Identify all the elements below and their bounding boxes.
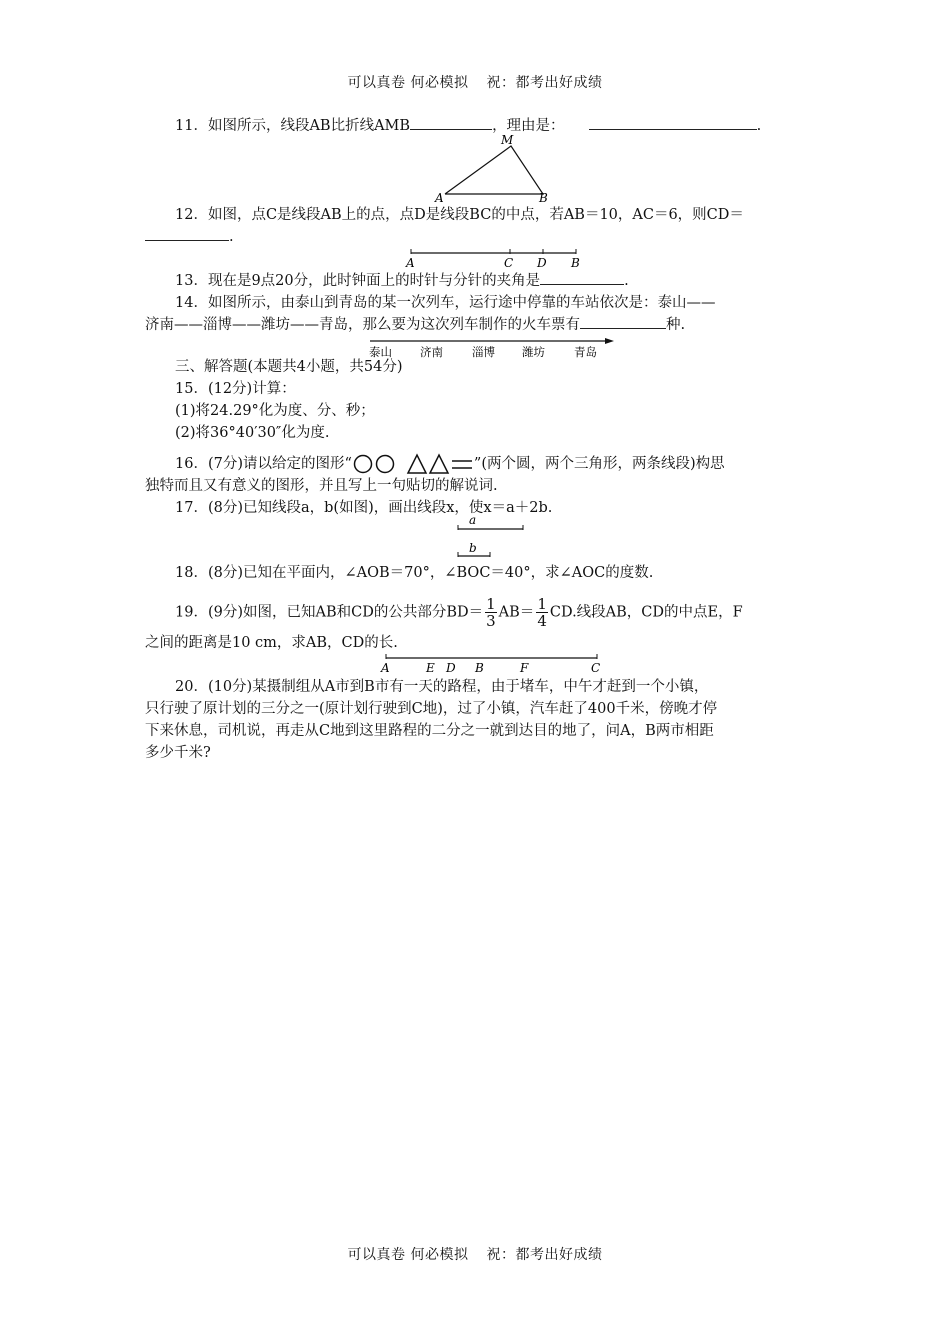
page-header [0, 72, 950, 92]
q19-fraction-1 [485, 596, 497, 629]
q19-text-a: 19．(9分)如图，已知AB和CD的公共部分BD＝ [175, 604, 484, 621]
question-19-line-2 [145, 632, 810, 654]
q17-label-a: a [469, 513, 477, 527]
q16-text-b: ”(两个圆，两个三角形，两条线段)构思 [473, 456, 725, 472]
q13-blank[interactable] [540, 270, 624, 285]
q20-text-3: 下来休息，司机说，再走从C地到这里路程的二分之一就到达目的地了，问A，B两市相距 [145, 723, 714, 739]
q19-label-a: A [381, 661, 390, 675]
q17-segments-figure [450, 512, 530, 560]
q19-fraction-2 [536, 596, 548, 629]
q16-text-a: 16．(7分)请以给定的图形“ [175, 456, 352, 472]
question-15-part-1 [175, 400, 815, 422]
q12-end: . [229, 229, 234, 245]
header-right: 祝：都考出好成绩 [486, 75, 603, 91]
question-20-line-4 [145, 742, 810, 764]
footer-left: 可以真卷 何必模拟 [347, 1247, 469, 1263]
circle-icon [354, 456, 371, 473]
q20-text-4: 多少千米? [145, 745, 211, 761]
section-3-text: 三、解答题(本题共4小题，共54分) [175, 359, 403, 375]
q14-text-3: 种. [666, 317, 686, 333]
q11-blank-2[interactable] [589, 115, 757, 130]
q14-arrow-icon [605, 338, 614, 344]
q11-label-m: M [501, 133, 514, 147]
q19-label-f: F [520, 661, 529, 675]
circle-icon [376, 456, 393, 473]
q11-text-b: ，理由是： [492, 118, 565, 134]
question-14-line-1 [175, 292, 815, 314]
q14-station-zibo: 淄博 [472, 345, 495, 359]
q14-blank[interactable] [580, 314, 666, 329]
q12-text: 12．如图，点C是线段AB上的点，点D是线段BC的中点，若AB＝10，AC＝6，则CD＝ [175, 207, 744, 223]
q12-label-d: D [537, 256, 547, 270]
question-15-part-2 [175, 422, 815, 444]
question-20-line-1 [175, 676, 815, 698]
header-left: 可以真卷 何必模拟 [347, 75, 469, 91]
q19-text-d: 之间的距离是10 cm，求AB，CD的长. [145, 635, 398, 651]
q19-label-c: C [591, 661, 601, 675]
q14-station-qingdao: 青岛 [574, 345, 597, 359]
q14-station-weifang: 潍坊 [522, 345, 545, 359]
q11-label-b: B [539, 191, 548, 204]
q18-text: 18．(8分)已知在平面内，∠AOB＝70°，∠BOC＝40°，求∠AOC的度数. [175, 565, 654, 581]
question-16-line-2 [145, 475, 810, 497]
q19-label-b: B [475, 661, 484, 675]
section-3-heading [175, 356, 815, 378]
q19-frac2-num: 1 [537, 595, 547, 613]
q19-frac1-num: 1 [486, 595, 496, 613]
question-16-line-1 [175, 452, 815, 476]
question-19-line-1 [175, 596, 815, 629]
q14-station-jinan: 济南 [420, 345, 443, 359]
question-14-line-2 [145, 314, 810, 336]
q12-label-c: C [504, 256, 514, 270]
question-12-line-1 [175, 204, 815, 226]
footer-right: 祝：都考出好成绩 [486, 1247, 603, 1263]
q15-part-1-text: (1)将24.29°化为度、分、秒； [175, 403, 375, 419]
q15-part-2-text: (2)将36°40′30″化为度. [175, 425, 330, 441]
question-15-title [175, 378, 815, 400]
question-20-line-2 [145, 698, 810, 720]
q19-label-d: D [446, 661, 456, 675]
q12-segment-figure [400, 246, 590, 270]
q16-text-c: 独特而且又有意义的图形，并且写上一句贴切的解说词. [145, 478, 498, 494]
q14-station-taishan: 泰山 [369, 345, 392, 359]
q20-text-1: 20．(10分)某摄制组从A市到B市有一天的路程，由于堵车，中午才赶到一个小镇， [175, 679, 709, 695]
q19-frac2-den: 4 [537, 612, 547, 630]
q12-blank[interactable] [145, 226, 229, 241]
q19-label-e: E [426, 661, 435, 675]
q11-label-a: A [435, 191, 444, 204]
question-18 [175, 562, 815, 584]
q19-frac1-den: 3 [486, 612, 496, 630]
q19-text-b: AB＝ [498, 604, 535, 621]
q16-shapes-figure [352, 452, 474, 476]
q19-segment-figure [375, 652, 610, 676]
triangle-icon [408, 455, 426, 473]
q11-text-a: 11．如图所示，线段AB比折线AMB [175, 118, 411, 134]
question-12-line-2 [145, 226, 810, 248]
q11-text-c: . [756, 118, 762, 134]
q11-triangle [445, 146, 543, 194]
q15-title-text: 15．(12分)计算： [175, 381, 296, 397]
question-20-line-3 [145, 720, 810, 742]
q13-text-a: 13．现在是9点20分，此时钟面上的时针与分针的夹角是 [175, 273, 541, 289]
q11-blank-1[interactable] [410, 115, 492, 130]
q17-text: 17．(8分)已知线段a，b(如图)，画出线段x，使x＝a＋2b. [175, 500, 553, 516]
triangle-icon [430, 455, 448, 473]
q14-text-1: 14．如图所示，由泰山到青岛的某一次列车，运行途中停靠的车站依次是：泰山—— [175, 295, 716, 311]
q19-text-c: CD.线段AB，CD的中点E，F [549, 604, 743, 621]
q13-text-b: . [624, 273, 629, 289]
q12-label-b: B [571, 256, 580, 270]
q14-text-2: 济南——淄博——潍坊——青岛，那么要为这次列车制作的火车票有 [145, 317, 580, 333]
q11-triangle-figure [425, 132, 565, 204]
q17-label-b: b [469, 541, 477, 555]
page-footer [0, 1244, 950, 1264]
q20-text-2: 只行驶了原计划的三分之一(原计划行驶到C地)，过了小镇，汽车赶了400千米，傍晚才停 [145, 701, 718, 717]
q12-label-a: A [406, 256, 415, 270]
question-13 [175, 270, 815, 292]
